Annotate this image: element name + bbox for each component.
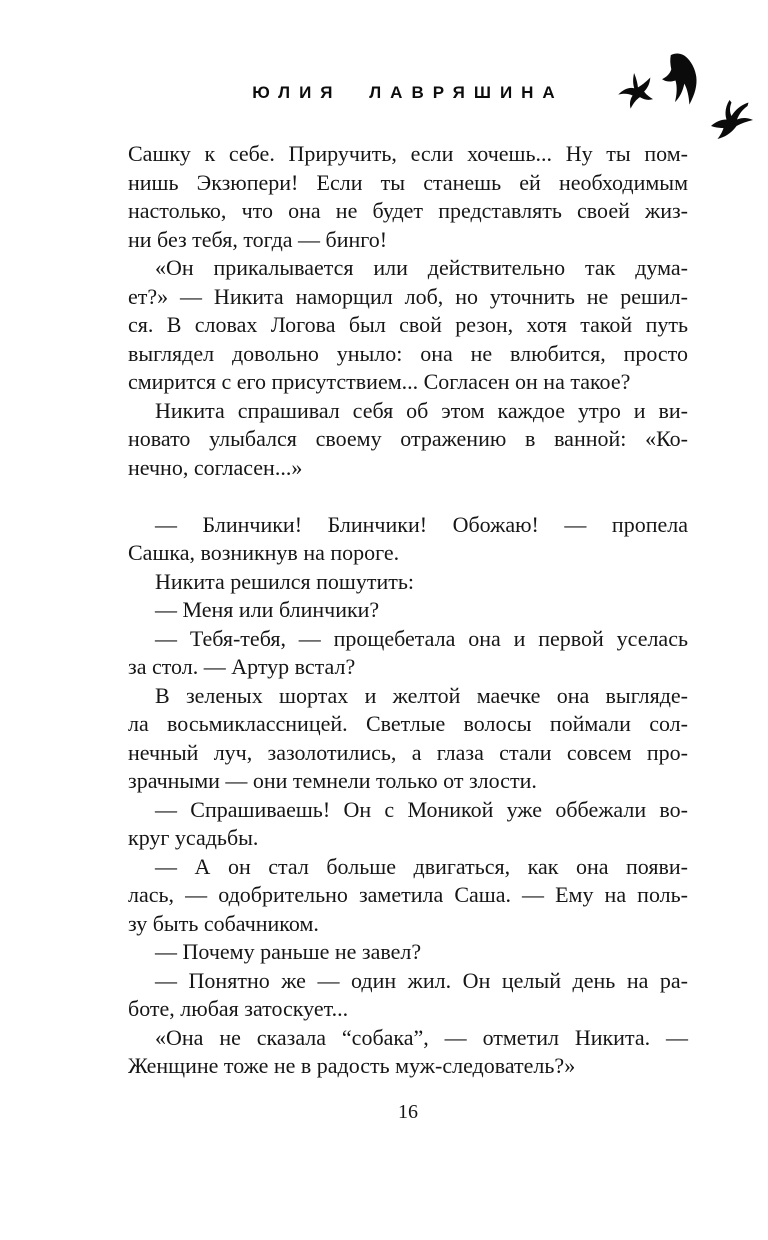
- paragraph: [128, 967, 688, 1024]
- text-line: ся. В словах Логова был свой резон, хотя такой путь: [128, 312, 688, 337]
- scene-break: [128, 482, 688, 511]
- text-line: — Блинчики! Блинчики! Обожаю! — пропела: [155, 511, 688, 537]
- paragraph: [128, 596, 688, 625]
- paragraph: [128, 254, 688, 397]
- text-line: круг усадьбы.: [128, 825, 259, 850]
- paragraph: [128, 568, 688, 597]
- text-line: нишь Экзюпери! Если ты станешь ей необходимым: [128, 169, 688, 195]
- paragraph: [128, 397, 688, 483]
- text-line: — Почему раньше не завел?: [155, 939, 422, 964]
- text-line: нечно, согласен...»: [128, 454, 303, 480]
- flying-bird-icon: [614, 70, 656, 112]
- text-line: Женщине тоже не в радость муж-следователь?»: [128, 1053, 576, 1078]
- author-header: ЮЛИЯ ЛАВРЯШИНА: [252, 83, 564, 102]
- paragraph: [128, 938, 688, 967]
- paragraph: [128, 682, 688, 796]
- text-line: выглядел довольно уныло: она не влюбится, просто: [128, 340, 688, 366]
- text-line: смирится с его присутствием... Согласен он на такое?: [128, 369, 631, 394]
- text-line: — А он стал больше двигаться, как она появи-: [155, 853, 688, 879]
- text-line: Сашка, возникнув на пороге.: [128, 540, 400, 565]
- text-line: «Она не сказала “собака”, — отметил Никита. —: [155, 1024, 688, 1050]
- text-line: зу быть собачником.: [128, 910, 319, 936]
- birds-illustration: [596, 44, 768, 152]
- paragraph: [128, 796, 688, 853]
- paragraph: [128, 1024, 688, 1081]
- text-line: новато улыбался своему отражению в ванной: «Ко-: [128, 426, 688, 451]
- page-body: [128, 140, 688, 1081]
- text-line: Сашку к себе. Приручить, если хочешь... Ну ты пом-: [128, 141, 688, 166]
- text-line: зрачными — они темнели только от злости.: [128, 768, 537, 793]
- text-line: — Меня или блинчики?: [155, 597, 380, 622]
- text-line: лась, — одобрительно заметила Саша. — Ему на поль-: [128, 882, 688, 907]
- text-line: — Тебя-тебя, — прощебетала она и первой уселась: [155, 625, 688, 651]
- text-line: боте, любая затоскует...: [128, 996, 349, 1021]
- paragraph: [128, 625, 688, 682]
- text-line: «Он прикалывается или действительно так дума-: [155, 255, 688, 280]
- soaring-bird-icon: [708, 96, 756, 142]
- text-line: Никита спрашивал себя об этом каждое утро и ви-: [155, 397, 688, 423]
- page-number: 16: [398, 1101, 418, 1123]
- paragraph: [128, 140, 688, 254]
- text-line: ла восьмиклассницей. Светлые волосы поймали сол-: [128, 711, 688, 736]
- text-line: ет?» — Никита наморщил лоб, но уточнить не решил-: [128, 283, 688, 309]
- text-line: ни без тебя, тогда — бинго!: [128, 226, 388, 252]
- diving-bird-icon: [658, 51, 706, 112]
- text-line: — Спрашиваешь! Он с Моникой уже оббежали во-: [155, 796, 688, 822]
- paragraph: [128, 511, 688, 568]
- text-line: настолько, что она не будет представлять своей жиз-: [128, 198, 688, 223]
- text-line: — Понятно же — один жил. Он целый день на ра-: [155, 967, 688, 993]
- text-line: за стол. — Артур встал?: [128, 654, 356, 679]
- text-line: нечный луч, зазолотились, а глаза стали совсем про-: [128, 739, 688, 765]
- text-line: В зеленых шортах и желтой маечке она выгляде-: [155, 682, 688, 708]
- paragraph: [128, 853, 688, 939]
- text-line: Никита решился пошутить:: [155, 568, 414, 594]
